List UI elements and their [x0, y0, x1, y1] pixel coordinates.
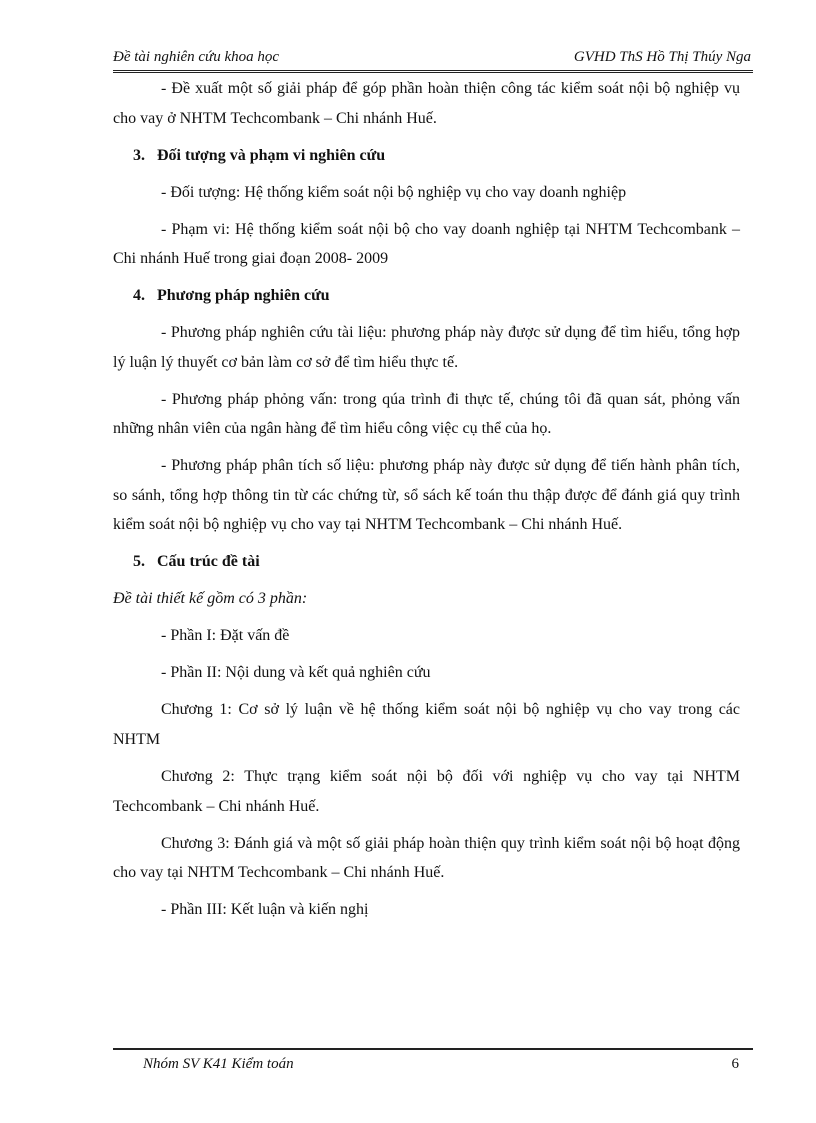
heading-number: 4. — [133, 287, 145, 305]
heading-text: Cấu trúc đề tài — [157, 553, 260, 571]
paragraph: Chương 1: Cơ sở lý luận về hệ thống kiểm soát nội bộ nghiệp vụ cho vay trong các NHTM — [113, 701, 740, 748]
paragraph: - Phương pháp nghiên cứu tài liệu: phương pháp này được sử dụng để tìm hiểu, tổng hợp lý luận lý thuyết cơ bản làm cơ sở để tìm hiểu thực tế. — [113, 324, 740, 371]
section-heading-3 — [113, 141, 740, 171]
page-footer — [113, 1053, 753, 1075]
section-heading-5 — [113, 547, 740, 577]
header-divider — [113, 70, 753, 73]
footer-group: Nhóm SV K41 Kiểm toán — [143, 1056, 294, 1072]
page-number: 6 — [731, 1056, 739, 1072]
paragraph: - Phần III: Kết luận và kiến nghị — [161, 901, 369, 919]
heading-number: 5. — [133, 553, 145, 571]
header-advisor: GVHD ThS Hồ Thị Thúy Nga — [573, 49, 751, 65]
footer-divider — [113, 1048, 753, 1050]
paragraph: - Phương pháp phân tích số liệu: phương pháp này được sử dụng để tiến hành phân tích, so sánh, tổng hợp thông tin từ các chứng từ, sổ sách kế toán thu thập được để đánh giá quy trình kiểm soát nội bộ nghiệp vụ cho vay tại NHTM Techcombank – Chi nhánh Huế. — [113, 457, 740, 534]
paragraph: Chương 2: Thực trạng kiểm soát nội bộ đối với nghiệp vụ cho vay tại NHTM Techcombank – Chi nhánh Huế. — [113, 767, 740, 815]
paragraph: - Đối tượng: Hệ thống kiểm soát nội bộ nghiệp vụ cho vay doanh nghiệp — [161, 183, 627, 201]
paragraph: - Phần II: Nội dung và kết quả nghiên cứu — [161, 664, 431, 682]
section-heading-4 — [113, 281, 740, 311]
paragraph: - Phần I: Đặt vấn đề — [161, 627, 290, 645]
header-title: Đề tài nghiên cứu khoa học — [113, 49, 280, 65]
section-intro: Đề tài thiết kế gồm có 3 phần: — [113, 590, 308, 608]
page-header — [113, 47, 753, 69]
paragraph: - Phương pháp phỏng vấn: trong qúa trình đi thực tế, chúng tôi đã quan sát, phỏng vấn những nhân viên của ngân hàng để tìm hiểu công việc cụ thể của họ. — [113, 390, 740, 438]
paragraph: - Phạm vi: Hệ thống kiểm soát nội bộ cho vay doanh nghiệp tại NHTM Techcombank – Chi nhánh Huế trong giai đoạn 2008- 2009 — [113, 220, 740, 268]
paragraph: Chương 3: Đánh giá và một số giải pháp hoàn thiện quy trình kiểm soát nội bộ hoạt động cho vay tại NHTM Techcombank – Chi nhánh Huế. — [113, 834, 740, 882]
heading-text: Đối tượng và phạm vi nghiên cứu — [157, 146, 386, 164]
paragraph: - Đề xuất một số giải pháp để góp phần hoàn thiện công tác kiểm soát nội bộ nghiệp vụ cho vay ở NHTM Techcombank – Chi nhánh Huế. — [113, 80, 740, 127]
heading-number: 3. — [133, 146, 145, 164]
page-body — [113, 74, 740, 925]
heading-text: Phương pháp nghiên cứu — [157, 287, 330, 305]
